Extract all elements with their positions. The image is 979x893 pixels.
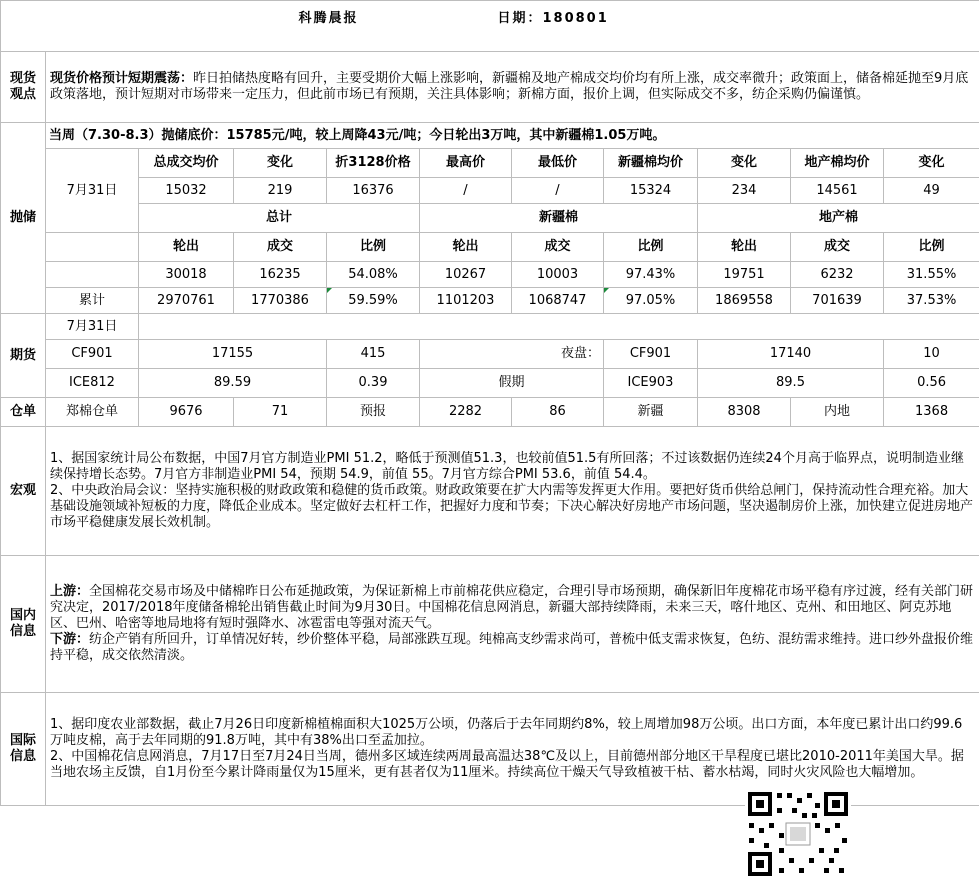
domestic-content bbox=[46, 556, 979, 693]
daily-value: 10267 bbox=[420, 262, 512, 288]
price-value: / bbox=[512, 178, 604, 204]
sub-header: 轮出 bbox=[698, 233, 791, 262]
forecast-label: 预报 bbox=[327, 398, 420, 427]
price-value: 49 bbox=[884, 178, 979, 204]
futures-price: 17155 bbox=[139, 340, 327, 369]
night-price: 17140 bbox=[698, 340, 884, 369]
futures-price: 89.59 bbox=[139, 369, 327, 398]
cumulative-value: 701639 bbox=[791, 288, 884, 314]
spacer-cell bbox=[46, 262, 139, 288]
group-header-xinjiang: 新疆棉 bbox=[420, 204, 698, 233]
cumulative-value: 1869558 bbox=[698, 288, 791, 314]
price-header: 地产棉均价 bbox=[791, 149, 884, 178]
price-value: 15032 bbox=[139, 178, 234, 204]
downstream-paragraph bbox=[50, 632, 975, 664]
futures-change: 0.56 bbox=[884, 369, 979, 398]
reserve-summary: 当周（7.30-8.3）抛储底价：15785元/吨，较上周降43元/吨；今日轮出3万吨，其中新疆棉1.05万吨。 bbox=[46, 123, 979, 149]
warehouse-value: 1368 bbox=[884, 398, 979, 427]
sub-header: 比例 bbox=[604, 233, 698, 262]
intl-paragraph: 2、中国棉花信息网消息，7月17日至7月24日当周，德州多区域连续两周最高温达38℃及以上，目前德州部分地区干旱程度已堪比2010-2011年美国大旱。据当地农场主反馈，自1月份至今累计降雨量仅为15厘米，更有甚者仅为11厘米。持续高位干燥天气导致植被干枯、蓄水枯竭，同时火灾风险也大幅增加。 bbox=[50, 749, 964, 780]
sub-header: 成交 bbox=[791, 233, 884, 262]
sub-header: 成交 bbox=[512, 233, 604, 262]
daily-value: 19751 bbox=[698, 262, 791, 288]
cumulative-value: 59.59% bbox=[327, 288, 420, 314]
report-header bbox=[1, 1, 979, 52]
warehouse-name: 郑棉仓单 bbox=[46, 398, 139, 427]
spacer-cell bbox=[139, 314, 979, 340]
futures-contract: ICE812 bbox=[46, 369, 139, 398]
international-label: 国际信息 bbox=[1, 693, 46, 806]
sub-header: 轮出 bbox=[420, 233, 512, 262]
warehouse-value: 86 bbox=[512, 398, 604, 427]
warehouse-value: 8308 bbox=[698, 398, 791, 427]
night-session-label: 夜盘： bbox=[420, 340, 604, 369]
daily-value: 16235 bbox=[234, 262, 327, 288]
futures-date: 7月31日 bbox=[46, 314, 139, 340]
cumulative-value: 37.53% bbox=[884, 288, 979, 314]
price-header: 最高价 bbox=[420, 149, 512, 178]
daily-value: 54.08% bbox=[327, 262, 420, 288]
spot-label: 现货观点 bbox=[1, 52, 46, 123]
cumulative-value: 1101203 bbox=[420, 288, 512, 314]
reserve-date: 7月31日 bbox=[46, 149, 139, 233]
sub-header: 比例 bbox=[327, 233, 420, 262]
daily-value: 10003 bbox=[512, 262, 604, 288]
domestic-label: 国内信息 bbox=[1, 556, 46, 693]
sub-header: 成交 bbox=[234, 233, 327, 262]
warehouse-value: 2282 bbox=[420, 398, 512, 427]
reserve-label: 抛储 bbox=[1, 123, 46, 314]
price-header: 折3128价格 bbox=[327, 149, 420, 178]
spacer-cell bbox=[46, 233, 139, 262]
futures-change: 0.39 bbox=[327, 369, 420, 398]
daily-value: 31.55% bbox=[884, 262, 979, 288]
macro-paragraph: 2、中央政治局会议：坚持实施积极的财政政策和稳健的货币政策。财政政策要在扩大内需等发挥更大作用。要把好货币供给总闸门，保持流动性合理充裕。加大基础设施领域补短板的力度，降低企业成本。坚定做好去杠杆工作，把握好力度和节奏；下决心解决好房地产市场问题，坚决遏制房价上涨，加快建立促进房地产市场平稳健康发展长效机制。 bbox=[50, 483, 974, 530]
futures-contract: ICE903 bbox=[604, 369, 698, 398]
spot-lead: 现货价格预计短期震荡： bbox=[50, 71, 194, 86]
price-header: 变化 bbox=[884, 149, 979, 178]
xinjiang-label: 新疆 bbox=[604, 398, 698, 427]
group-header-total: 总计 bbox=[139, 204, 420, 233]
daily-value: 30018 bbox=[139, 262, 234, 288]
cumulative-value: 2970761 bbox=[139, 288, 234, 314]
night-change: 10 bbox=[884, 340, 979, 369]
macro-content bbox=[46, 427, 979, 556]
sub-header: 轮出 bbox=[139, 233, 234, 262]
holiday-note: 假期 bbox=[420, 369, 604, 398]
price-value: 219 bbox=[234, 178, 327, 204]
price-header: 最低价 bbox=[512, 149, 604, 178]
downstream-text: 纺企产销有所回升，订单情况好转，纱价整体平稳，局部涨跌互现。纯棉高支纱需求尚可，普梳中低支需求恢复，色纺、混纺需求维持。进口纱外盘报价维持平稳，成交依然清淡。 bbox=[50, 632, 974, 663]
futures-label: 期货 bbox=[1, 314, 46, 398]
warehouse-value: 9676 bbox=[139, 398, 234, 427]
report-title: 科腾晨报 bbox=[298, 10, 359, 26]
upstream-text: 全国棉花交易市场及中储棉昨日公布延抛政策，为保证新棉上市前棉花供应稳定，合理引导市场预期，确保新旧年度棉花市场平稳有序过渡，经有关部门研究决定，2017/2018年度储备棉轮出销售截止时间为9月30日。中国棉花信息网消息，新疆大部持续降雨，未来三天，喀什地区、克州、和田地区、阿克苏地区、巴州、哈密等地局地将有短时强降水、冰雹雷电等强对流天气。 bbox=[50, 584, 974, 631]
downstream-label: 下游： bbox=[50, 632, 90, 647]
spot-text: 昨日拍储热度略有回升，主要受期价大幅上涨影响，新疆棉及地产棉成交均价均有所上涨，成交率微升；政策面上，储备棉延抛至9月底政策落地，预计短期对市场带来一定压力，但此前市场已有预期，关注具体影响；新棉方面，报价上调，但实际成交不多，纺企采购仍偏谨慎。 bbox=[50, 71, 969, 102]
futures-change: 415 bbox=[327, 340, 420, 369]
futures-contract: CF901 bbox=[46, 340, 139, 369]
price-header: 新疆棉均价 bbox=[604, 149, 698, 178]
warehouse-label: 仓单 bbox=[1, 398, 46, 427]
cumulative-value: 1068747 bbox=[512, 288, 604, 314]
upstream-label: 上游： bbox=[50, 584, 90, 599]
price-value: 16376 bbox=[327, 178, 420, 204]
daily-value: 6232 bbox=[791, 262, 884, 288]
price-value: 234 bbox=[698, 178, 791, 204]
sub-header: 比例 bbox=[884, 233, 979, 262]
macro-label: 宏观 bbox=[1, 427, 46, 556]
inland-label: 内地 bbox=[791, 398, 884, 427]
price-header: 变化 bbox=[698, 149, 791, 178]
daily-value: 97.43% bbox=[604, 262, 698, 288]
price-header: 总成交均价 bbox=[139, 149, 234, 178]
upstream-paragraph bbox=[50, 584, 975, 632]
cumulative-label: 累计 bbox=[46, 288, 139, 314]
night-contract: CF901 bbox=[604, 340, 698, 369]
cumulative-value: 1770386 bbox=[234, 288, 327, 314]
report-date: 日期：180801 bbox=[497, 10, 609, 26]
futures-price: 89.5 bbox=[698, 369, 884, 398]
price-value: 15324 bbox=[604, 178, 698, 204]
cumulative-value: 97.05% bbox=[604, 288, 698, 314]
price-value: 14561 bbox=[791, 178, 884, 204]
warehouse-value: 71 bbox=[234, 398, 327, 427]
price-value: / bbox=[420, 178, 512, 204]
group-header-local: 地产棉 bbox=[698, 204, 979, 233]
price-header: 变化 bbox=[234, 149, 327, 178]
intl-paragraph: 1、据印度农业部数据，截止7月26日印度新棉植棉面积大1025万公顷，仍落后于去年同期约8%，较上周增加98万公顷。出口方面，本年度已累计出口约99.6万吨皮棉，高于去年同期的91.8万吨，其中有38%出口至孟加拉。 bbox=[50, 717, 963, 748]
spot-view bbox=[46, 52, 979, 123]
macro-paragraph: 1、据国家统计局公布数据，中国7月官方制造业PMI 51.2，略低于预测值51.3，也较前值51.5有所回落；不过该数据仍连续24个月高于临界点，说明制造业继续保持增长态势。7月官方非制造业PMI 54，预期 54.9，前值 55。7月官方综合PMI 53.6，前值 54.4。 bbox=[50, 451, 964, 482]
qr-code-icon bbox=[745, 789, 851, 879]
